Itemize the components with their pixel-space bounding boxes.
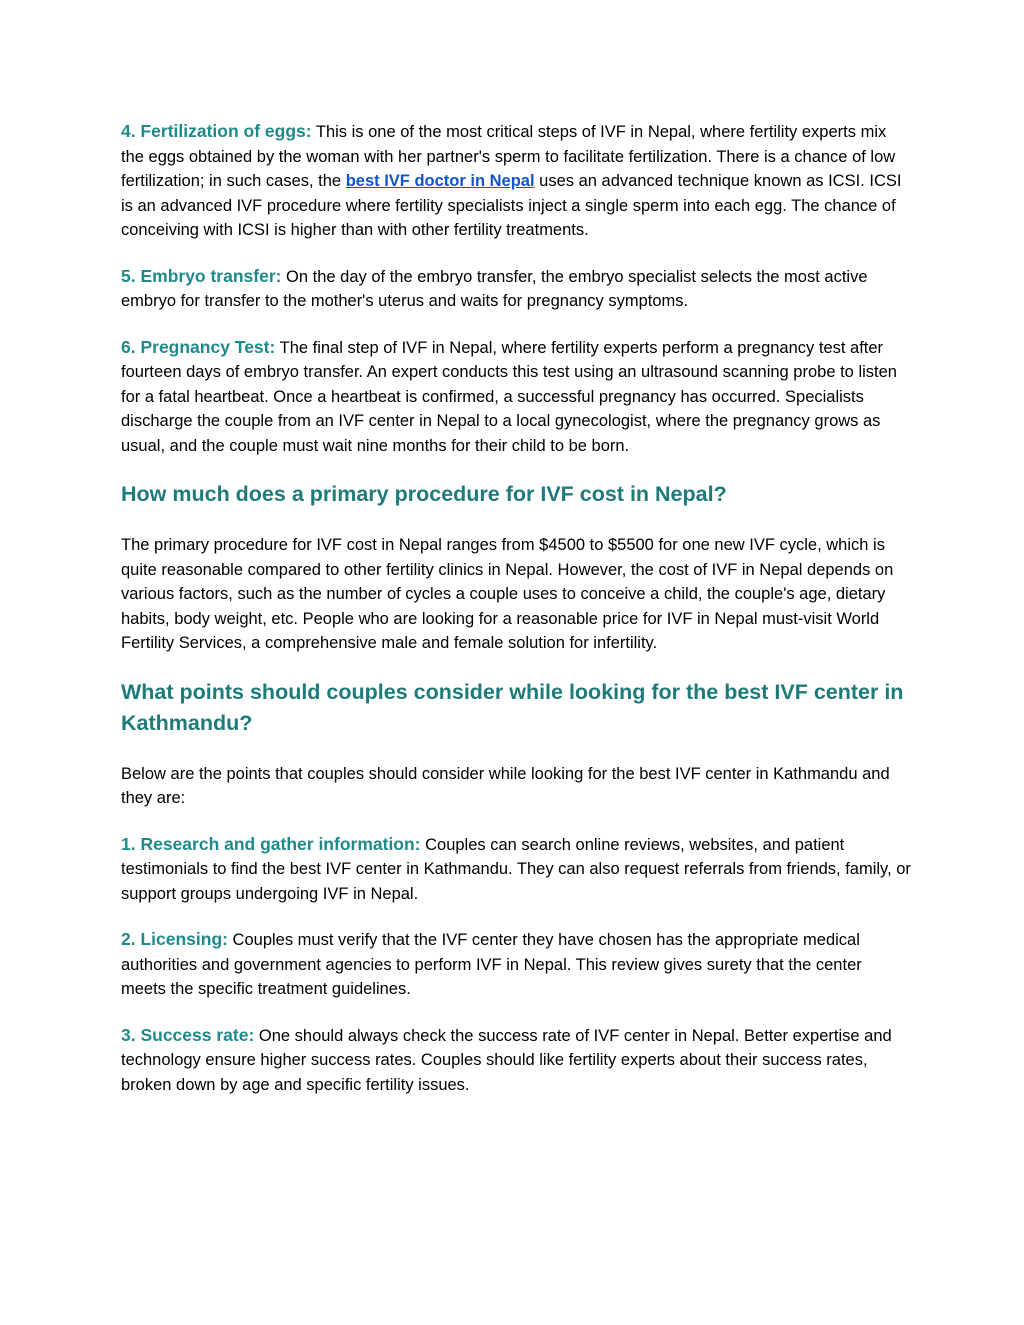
point-text: One should always check the success rate of IVF center in Nepal. Better expertise and technology ensure higher success rates. Couples should like fertility experts about their success rates, broken down by age and specific fertility issues. xyxy=(121,1026,892,1094)
cost-section-body: The primary procedure for IVF cost in Nepal ranges from $4500 to $5500 for one new IVF cycle, which is quite reasonable compared to other fertility clinics in Nepal. However, the cost of IVF in Nepal depends on various factors, such as the number of cycles a couple uses to conceive a child, the couple's age, dietary habits, body weight, etc. People who are looking for a reasonable price for IVF in Nepal must-visit World Fertility Services, a comprehensive male and female solution for infertility. xyxy=(121,536,894,652)
step-embryo-transfer-paragraph xyxy=(121,264,911,314)
point-label: 1. Research and gather information: xyxy=(121,833,421,854)
best-ivf-doctor-link[interactable]: best IVF doctor in Nepal xyxy=(345,172,535,190)
point-label: 2. Licensing: xyxy=(121,929,228,949)
step-label: 4. Fertilization of eggs: xyxy=(121,121,312,141)
step-label: 5. Embryo transfer: xyxy=(121,265,282,286)
point-research-paragraph xyxy=(121,832,911,907)
points-section-intro: Below are the points that couples should consider while looking for the best IVF center in Kathmandu and they are: xyxy=(121,764,890,807)
step-pregnancy-test-paragraph xyxy=(121,335,911,459)
cost-section-heading: How much does a primary procedure for IVF cost in Nepal? xyxy=(121,482,727,506)
point-label: 3. Success rate: xyxy=(121,1024,255,1045)
point-text: Couples can search online reviews, websites, and patient testimonials to find the best IVF center in Kathmandu. They can also request referrals from friends, family, or support groups undergoing IVF in Nepal. xyxy=(121,835,911,903)
document-page xyxy=(121,119,911,1118)
point-licensing-paragraph xyxy=(121,927,911,1002)
step-text: The final step of IVF in Nepal, where fertility experts perform a pregnancy test after fourteen days of embryo transfer. An expert conducts this test using an ultrasound scanning probe to listen for a fatal heartbeat. Once a heartbeat is confirmed, a successful pregnancy has occurred. Specialists discharge the couple from an IVF center in Nepal to a local gynecologist, where the pregnancy grows as usual, and the couple must wait nine months for their child to be born. xyxy=(121,338,897,455)
step-text: On the day of the embryo transfer, the embryo specialist selects the most active embryo for transfer to the mother's uterus and waits for pregnancy symptoms. xyxy=(121,267,868,310)
points-section-heading: What points should couples consider while looking for the best IVF center in Kathmandu? xyxy=(121,679,904,735)
step-label: 6. Pregnancy Test: xyxy=(121,336,276,357)
point-success-rate-paragraph xyxy=(121,1023,911,1098)
step-text: This is one of the most critical steps of IVF in Nepal, where fertility experts mix the eggs obtained by the woman with her partner's sperm to facilitate fertilization. There is a chance of low fertilization; in such cases, the xyxy=(121,123,896,190)
step-text: uses an advanced technique known as ICSI. ICSI is an advanced IVF procedure where fertility specialists inject a single sperm into each egg. The chance of conceiving with ICSI is higher than with other fertility treatments. xyxy=(121,172,902,239)
point-text: Couples must verify that the IVF center they have chosen has the appropriate medical authorities and government agencies to perform IVF in Nepal. This review gives surety that the center meets the specific treatment guidelines. xyxy=(121,931,862,998)
step-fertilization-paragraph xyxy=(121,119,911,243)
